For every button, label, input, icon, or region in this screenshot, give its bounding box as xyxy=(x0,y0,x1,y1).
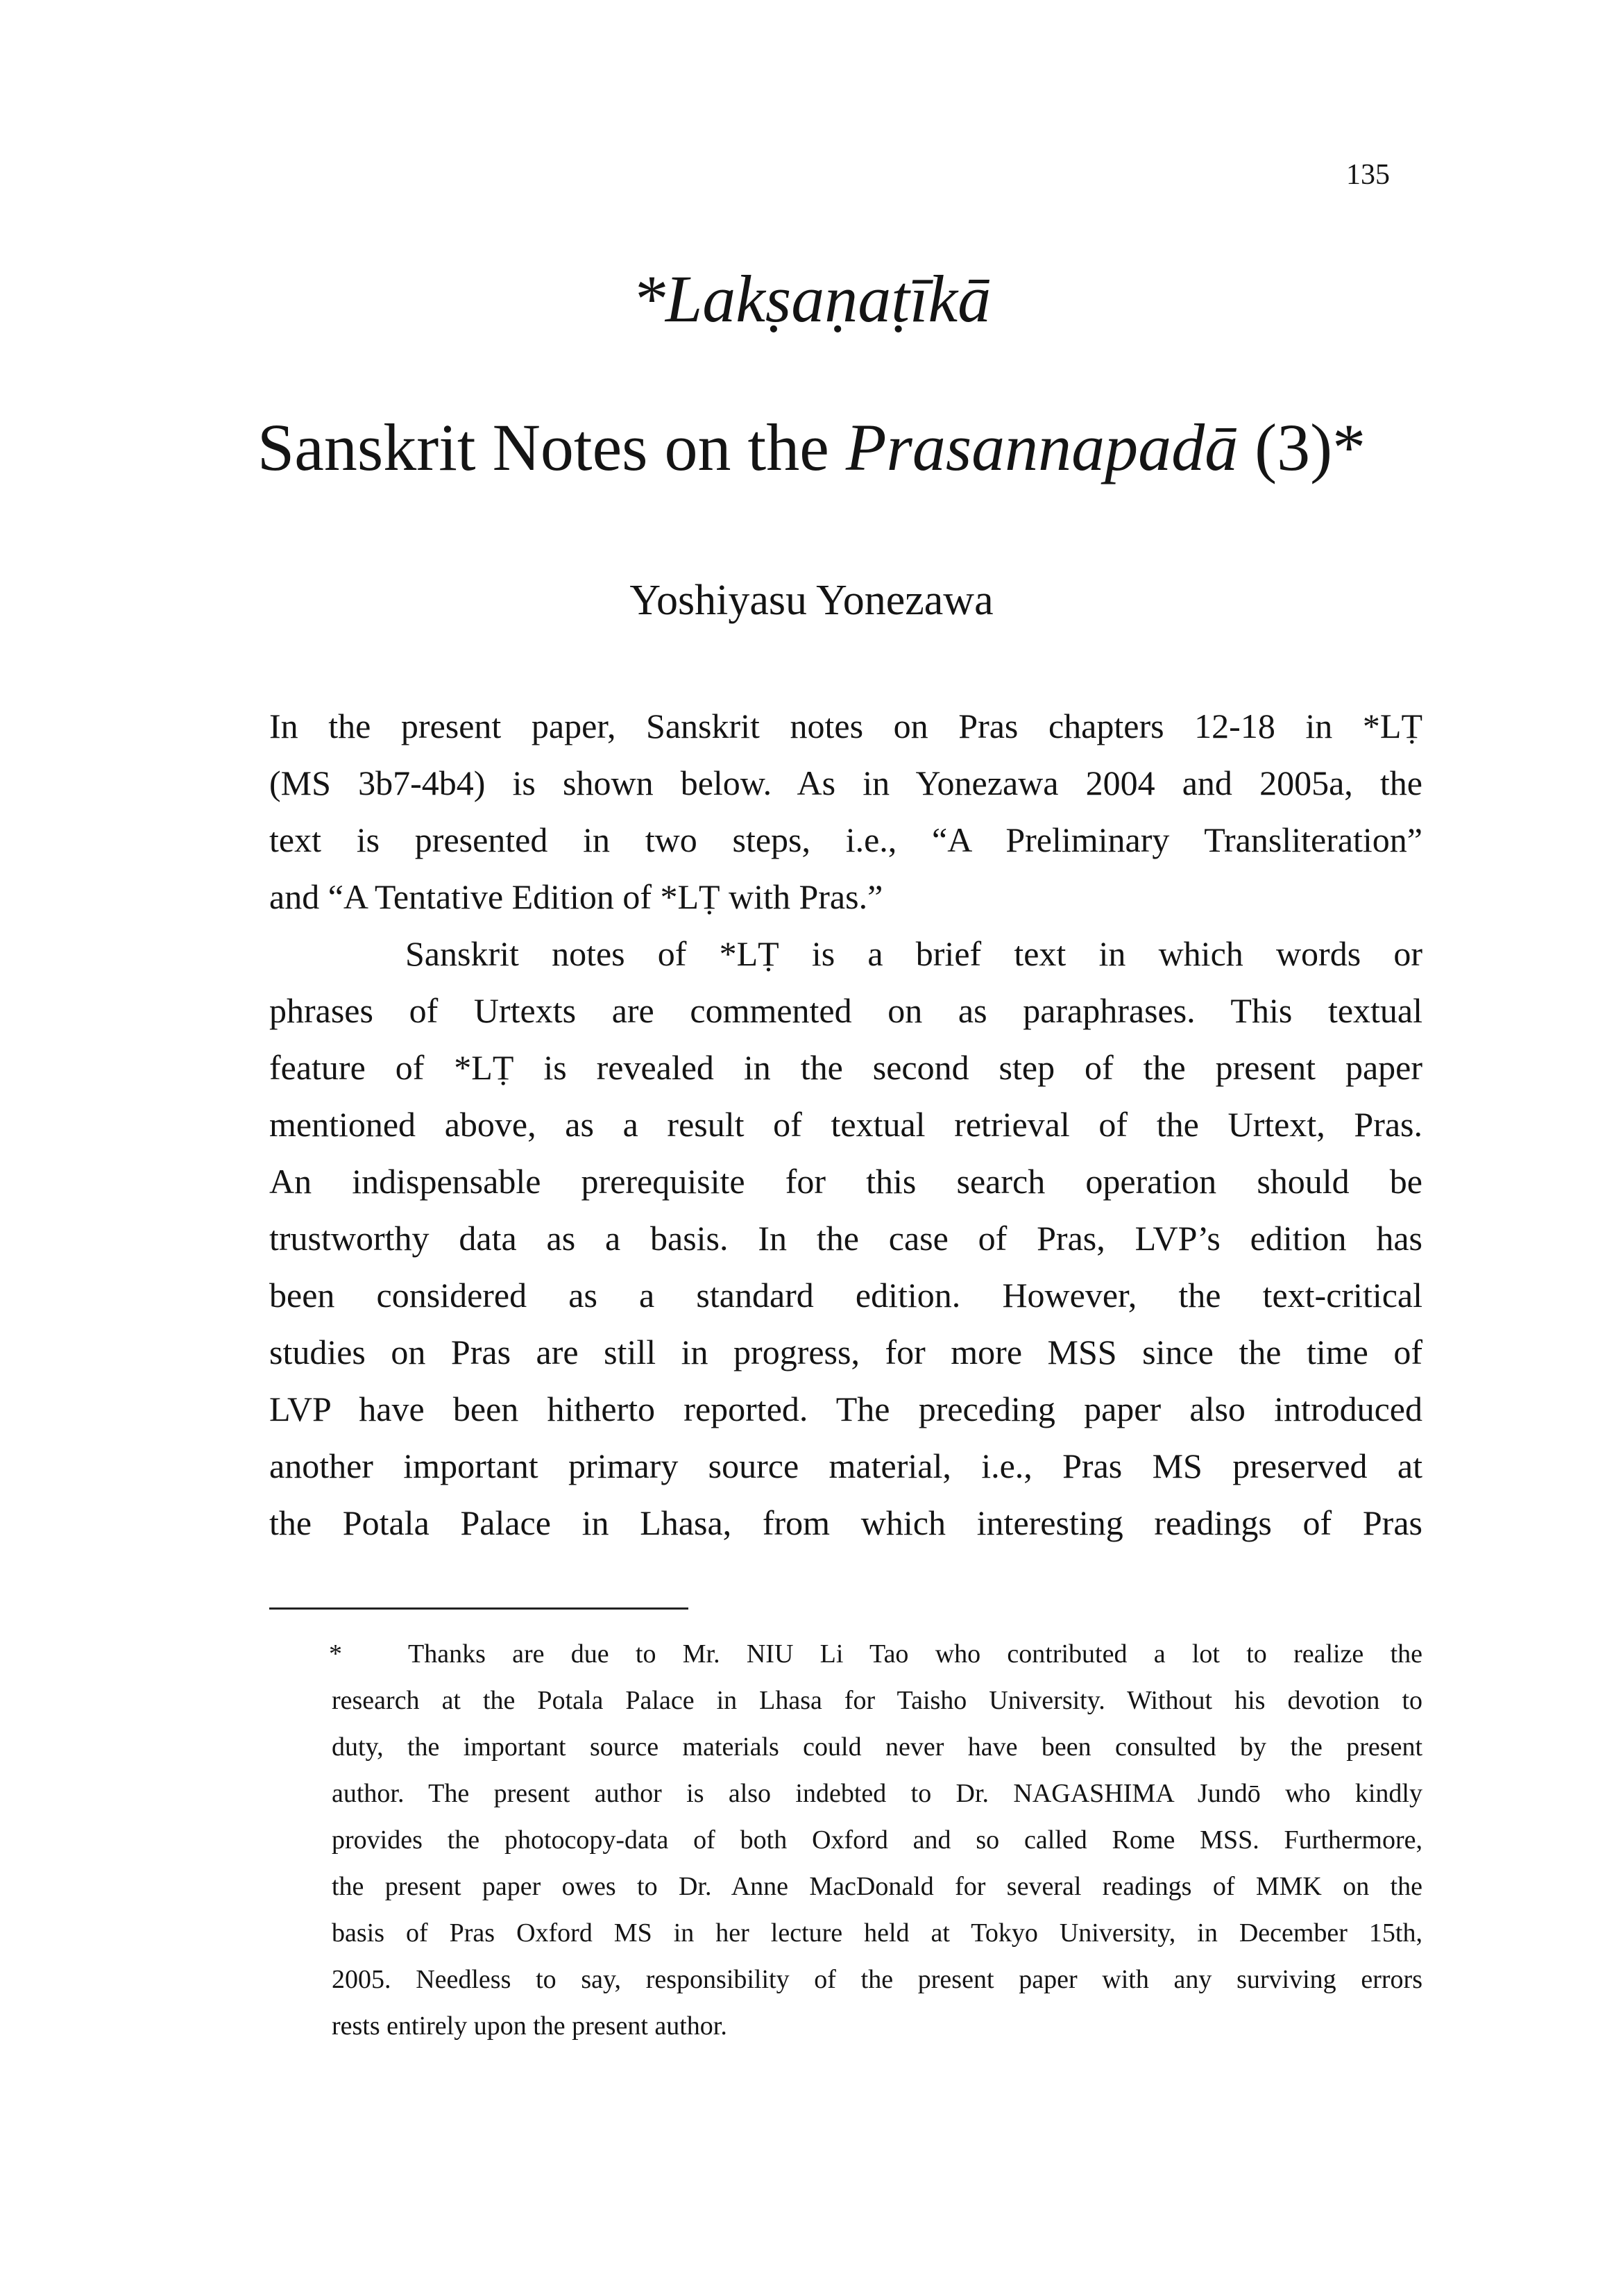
body-line: studies on Pras are still in progress, for more MSS since the time of xyxy=(269,1333,1422,1371)
title-line-2-prefix: Sanskrit Notes on the xyxy=(257,410,846,484)
body-line: and “A Tentative Edition of *LṬ with Pras.” xyxy=(269,877,883,916)
body-line: (MS 3b7-4b4) is shown below. As in Yonezawa 2004 and 2005a, the xyxy=(269,763,1422,802)
body-line: the Potala Palace in Lhasa, from which interesting readings of Pras xyxy=(269,1503,1422,1542)
title-line-2 xyxy=(0,411,1623,484)
body-line: another important primary source material, i.e., Pras MS preserved at xyxy=(269,1446,1422,1485)
footnote-line: Thanks are due to Mr. NIU Li Tao who contributed a lot to realize the xyxy=(408,1639,1422,1669)
body-line: mentioned above, as a result of textual retrieval of the Urtext, Pras. xyxy=(269,1105,1422,1144)
footnote-line: research at the Potala Palace in Lhasa for Taisho University. Without his devotion to xyxy=(332,1686,1422,1715)
body-line: In the present paper, Sanskrit notes on Pras chapters 12-18 in *LṬ xyxy=(269,707,1422,745)
body-line: trustworthy data as a basis. In the case of Pras, LVP’s edition has xyxy=(269,1219,1422,1258)
footnote-line: basis of Pras Oxford MS in her lecture held at Tokyo University, in December 15th, xyxy=(332,1918,1422,1948)
title-line-2-italic: Prasannapadā xyxy=(845,410,1239,484)
body-line: An indispensable prerequisite for this search operation should be xyxy=(269,1162,1422,1201)
title-line-2-suffix: (3)* xyxy=(1238,410,1366,484)
footnote-line: 2005. Needless to say, responsibility of the present paper with any surviving errors xyxy=(332,1965,1422,1994)
body-line: text is presented in two steps, i.e., “A Preliminary Transliteration” xyxy=(269,820,1422,859)
footnote-marker: * xyxy=(329,1639,342,1669)
body-line: been considered as a standard edition. However, the text-critical xyxy=(269,1276,1422,1315)
footnote-line: the present paper owes to Dr. Anne MacDonald for several readings of MMK on the xyxy=(332,1872,1422,1901)
footnote-line: rests entirely upon the present author. xyxy=(332,2011,727,2041)
footnote-line: duty, the important source materials could never have been consulted by the present xyxy=(332,1732,1422,1762)
body-line: phrases of Urtexts are commented on as paraphrases. This textual xyxy=(269,991,1422,1030)
page-number: 135 xyxy=(1346,159,1390,191)
footnote xyxy=(329,1631,1422,2050)
body-line: feature of *LṬ is revealed in the second step of the present paper xyxy=(269,1048,1422,1087)
title-line-1: *Lakṣaṇaṭīkā xyxy=(631,262,992,336)
body-line: LVP have been hitherto reported. The preceding paper also introduced xyxy=(269,1390,1422,1428)
footnote-rule xyxy=(269,1607,688,1610)
footnote-line: author. The present author is also indebted to Dr. NAGASHIMA Jundō who kindly xyxy=(332,1779,1422,1808)
title-block xyxy=(0,262,1623,484)
footnote-line: provides the photocopy-data of both Oxford and so called Rome MSS. Furthermore, xyxy=(332,1825,1422,1855)
body-text xyxy=(269,698,1422,1551)
author-name: Yoshiyasu Yonezawa xyxy=(629,577,994,624)
body-line: Sanskrit notes of *LṬ is a brief text in which words or xyxy=(405,934,1422,973)
